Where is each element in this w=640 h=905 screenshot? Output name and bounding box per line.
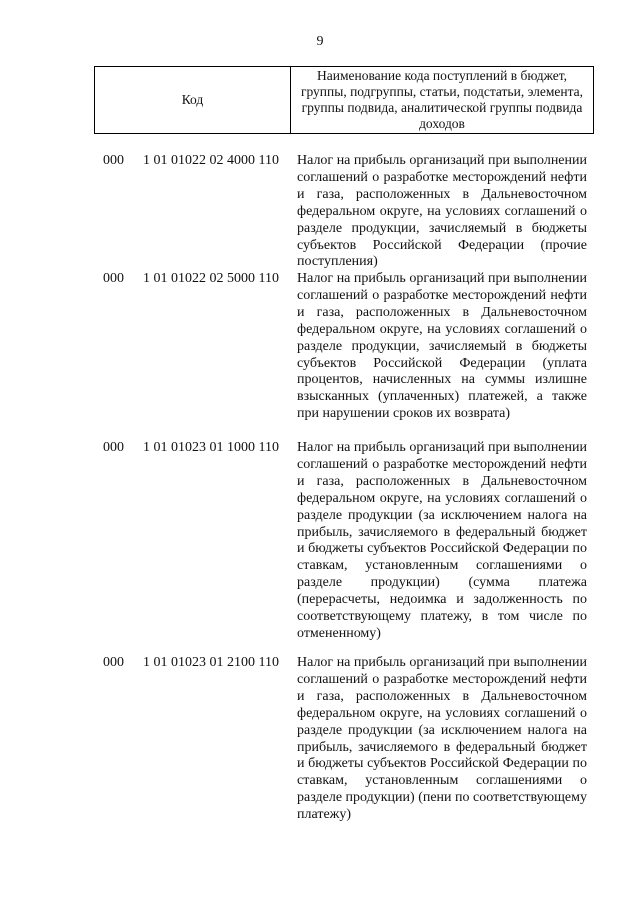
revenue-code: 1 01 01023 01 1000 110 — [143, 440, 279, 455]
revenue-code: 1 01 01023 01 2100 110 — [143, 655, 279, 670]
revenue-description: Налог на прибыль организаций при выполнении соглашений о разработке месторождений нефти и газа, расположенных в Дальневосточном федеральном округе, на условиях соглашений о разделе продукции, зачисляемый в бюджеты субъектов Российской Федерации (прочие поступления) — [297, 153, 587, 270]
revenue-description: Налог на прибыль организаций при выполнении соглашений о разработке месторождений нефти и газа, расположенных в Дальневосточном федеральном округе, на условиях соглашений о разделе продукции, зачисляемый в бюджеты субъектов Российской Федерации (уплата процентов, начисленных на суммы излишне взысканных (уплаченных) платежей, а также при нарушении сроков их возврата) — [297, 271, 587, 422]
revenue-code: 1 01 01022 02 5000 110 — [143, 271, 279, 286]
revenue-description: Налог на прибыль организаций при выполнении соглашений о разработке месторождений нефти и газа, расположенных в Дальневосточном федеральном округе, на условиях соглашений о разделе продукции (за исключением налога на прибыль, зачисляемого в федеральный бюджет и бюджеты субъектов Российской Федерации по ставкам, установленным соглашениями о разделе продукции) (пени по соответствующему платежу) — [297, 655, 587, 823]
page-number: 9 — [316, 34, 324, 49]
table-header — [94, 66, 594, 134]
revenue-description: Налог на прибыль организаций при выполнении соглашений о разработке месторождений нефти и газа, расположенных в Дальневосточном федеральном округе, на условиях соглашений о разделе продукции (за исключением налога на прибыль, зачисляемого в федеральный бюджет и бюджеты субъектов Российской Федерации по ставкам, установленным соглашениями о разделе продукции) (сумма платежа (перерасчеты, недоимка и задолженность по соответствующему платежу, в том числе по отмененному) — [297, 440, 587, 641]
admin-code: 000 — [103, 655, 124, 670]
admin-code: 000 — [103, 271, 124, 286]
revenue-code: 1 01 01022 02 4000 110 — [143, 153, 279, 168]
name-column-header: Наименование кода поступлений в бюджет, группы, подгруппы, статьи, подстатьи, элемента, группы подвида, аналитической группы подвида доходов — [291, 67, 594, 134]
admin-code: 000 — [103, 440, 124, 455]
admin-code: 000 — [103, 153, 124, 168]
code-column-header: Код — [95, 67, 291, 134]
